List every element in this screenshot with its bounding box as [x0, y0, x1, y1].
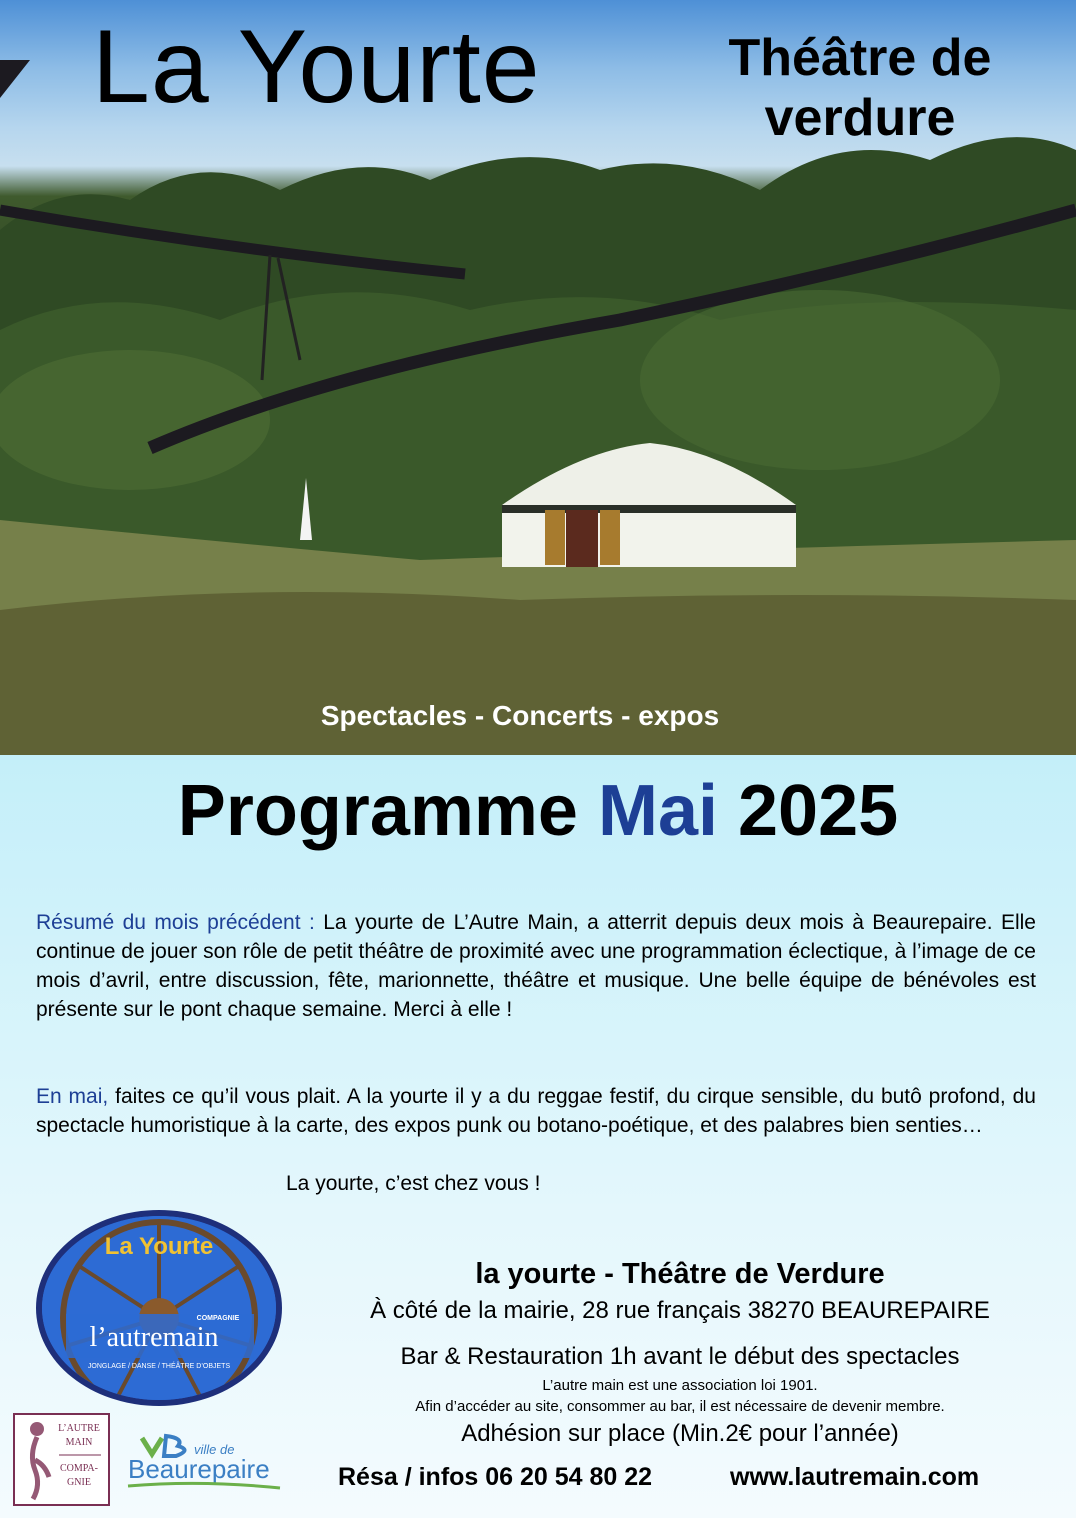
autre-main-logo	[13, 1413, 110, 1506]
website-link[interactable]: www.lautremain.com	[730, 1463, 980, 1491]
subtitle-line-2: verdure	[764, 89, 956, 147]
small-logo-line-3: COMPA-	[60, 1463, 98, 1474]
association-note: L’autre main est une association loi 1901.	[542, 1377, 818, 1394]
small-logo-line-2: MAIN	[65, 1437, 93, 1448]
may-paragraph	[36, 1082, 1036, 1140]
small-logo-line-1: L’AUTRE	[58, 1423, 100, 1434]
hero-caption: Spectacles - Concerts - expos	[320, 700, 720, 731]
hero-photo	[0, 0, 1076, 755]
programme-word: Programme	[177, 771, 578, 851]
juggler-icon	[15, 1415, 108, 1504]
logo-compagnie: COMPAGNIE	[196, 1315, 240, 1322]
logo-title: La Yourte	[104, 1233, 214, 1260]
logo-brand: l’autremain	[89, 1322, 219, 1353]
beaurepaire-logo	[122, 1432, 284, 1496]
tagline: La yourte, c’est chez vous !	[286, 1172, 541, 1195]
town-logo-icon	[122, 1432, 284, 1496]
summary-text: La yourte de L’Autre Main, a atterrit depuis deux mois à Beaurepaire. Elle continue de jouer son rôle de petit théâtre de proximité avec une programmation éclectique, à l’image de ce mois d’avril, entre discussion, fête, marionnette, théâtre et musique. Une belle équipe de bénévoles est présente sur le pont chaque semaine. Merci à elle !	[36, 911, 1036, 1021]
la-yourte-logo	[36, 1210, 282, 1406]
wheel-icon	[42, 1216, 276, 1400]
may-text: faites ce qu’il vous plait. A la yourte il y a du reggae festif, du cirque sensible, du butô profond, du spectacle humoristique à la carte, des expos punk ou botano-poétique, et des palabres bien senties…	[36, 1085, 1036, 1137]
town-ville: ville de	[194, 1442, 235, 1457]
page-subtitle	[640, 28, 1076, 148]
summary-paragraph	[36, 908, 1036, 1024]
subtitle-line-1: Théâtre de	[728, 29, 992, 87]
small-logo-line-4: GNIE	[67, 1477, 91, 1488]
reservation-phone: Résa / infos 06 20 54 80 22	[338, 1463, 653, 1491]
town-name: Beaurepaire	[128, 1454, 270, 1484]
bar-info: Bar & Restauration 1h avant le début des spectacles	[400, 1343, 960, 1370]
programme-heading	[0, 770, 1076, 852]
membership-note: Afin d’accéder au site, consommer au bar, il est nécessaire de devenir membre.	[415, 1398, 945, 1415]
page-title: La Yourte	[92, 9, 541, 125]
venue-name: la yourte - Théâtre de Verdure	[475, 1258, 885, 1290]
venue-address: À côté de la mairie, 28 rue français 38270 BEAUREPAIRE	[370, 1297, 990, 1324]
adhesion-info: Adhésion sur place (Min.2€ pour l’année)	[461, 1420, 899, 1447]
summary-lead: Résumé du mois précédent :	[36, 911, 315, 934]
may-lead: En mai,	[36, 1085, 109, 1108]
logo-tagline: JONGLAGE / DANSE / THÉÂTRE D’OBJETS	[87, 1363, 231, 1370]
programme-month: Mai	[597, 771, 718, 851]
programme-year: 2025	[738, 771, 899, 851]
